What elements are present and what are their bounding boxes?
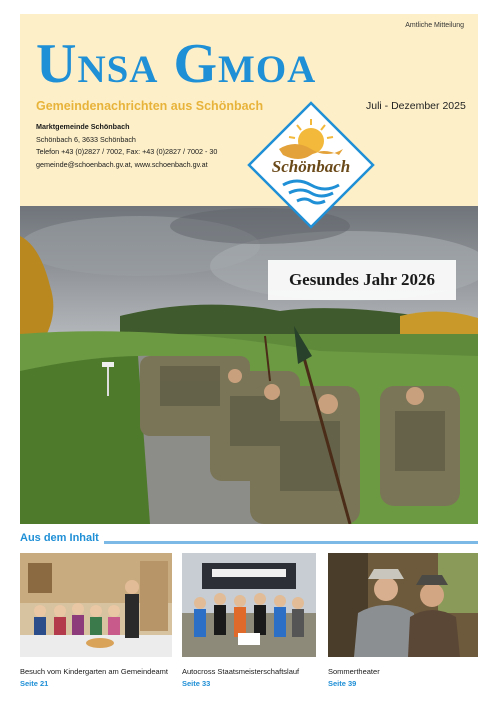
kindergarten-photo bbox=[20, 553, 172, 657]
contents-item-caption: Besuch vom Kindergarten am Gemeindeamt bbox=[20, 667, 168, 676]
contact-address: Schönbach 6, 3633 Schönbach bbox=[36, 134, 136, 144]
contents-item-caption: Sommertheater bbox=[328, 667, 380, 676]
contents-item-autocross[interactable] bbox=[182, 553, 316, 688]
contents-item-theater[interactable] bbox=[328, 553, 478, 688]
contact-block bbox=[36, 121, 217, 171]
autocross-photo bbox=[182, 553, 316, 657]
contact-org: Marktgemeinde Schönbach bbox=[36, 122, 130, 131]
contents-item-kindergarten[interactable] bbox=[20, 553, 172, 688]
divider bbox=[104, 541, 478, 544]
logo-text: Schönbach bbox=[271, 157, 351, 176]
theater-photo bbox=[328, 553, 478, 657]
contents-item-page[interactable]: Seite 33 bbox=[182, 679, 211, 688]
contents-item-caption: Autocross Staatsmeisterschaftslauf bbox=[182, 667, 300, 676]
cover-headline: Gesundes Jahr 2026 bbox=[268, 260, 456, 300]
official-notice-label: Amtliche Mitteilung bbox=[405, 22, 464, 29]
contents-item-page[interactable]: Seite 39 bbox=[328, 679, 357, 688]
magazine-subtitle: Gemeindenachrichten aus Schönbach bbox=[36, 99, 264, 113]
municipality-logo bbox=[247, 101, 375, 229]
issue-period: Juli - Dezember 2025 bbox=[366, 100, 466, 112]
contents-heading: Aus dem Inhalt bbox=[20, 532, 99, 544]
contents-item-page[interactable]: Seite 21 bbox=[20, 679, 49, 688]
magazine-title: Unsa Gmoa bbox=[36, 33, 317, 95]
cover-photo bbox=[20, 206, 478, 524]
contact-phone: Telefon +43 (0)2827 / 7002, Fax: +43 (0)2827 / 7002 - 30 bbox=[36, 147, 218, 156]
contact-web: gemeinde@schoenbach.gv.at, www.schoenbach.gv.at bbox=[36, 159, 208, 169]
